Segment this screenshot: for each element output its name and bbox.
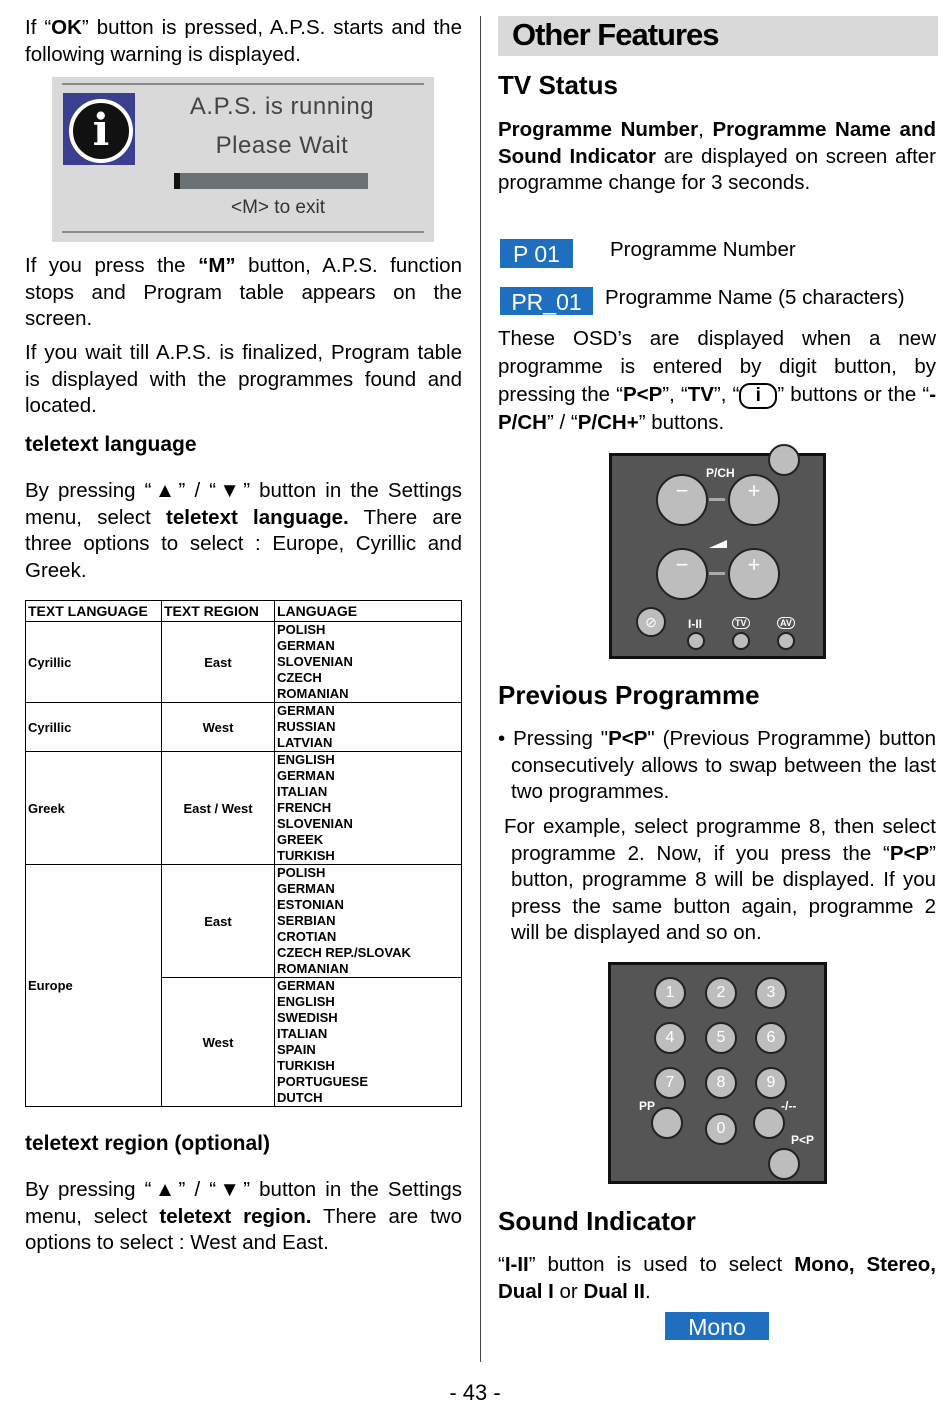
language-item: GREEK — [277, 832, 324, 847]
language-item: ENGLISH — [277, 994, 335, 1009]
tv-button — [732, 632, 750, 650]
sound-indicator-paragraph: “I-II” button is used to select Mono, Stereo, Dual I or Dual II. — [498, 1253, 936, 1303]
language-item: SWEDISH — [277, 1010, 338, 1025]
language-item: SLOVENIAN — [277, 654, 353, 669]
text-language-cell: Greek — [26, 752, 162, 865]
digit-key-6: 6 — [755, 1022, 787, 1054]
volume-dash — [709, 572, 725, 575]
sound-indicator-heading: Sound Indicator — [498, 1206, 696, 1236]
language-item: GERMAN — [277, 638, 335, 653]
language-item: SERBIAN — [277, 913, 336, 928]
text-region-cell: West — [162, 703, 275, 752]
volume-icon — [709, 540, 727, 548]
language-item: RUSSIAN — [277, 719, 336, 734]
language-item: FRENCH — [277, 800, 332, 815]
dialog-bottom-rule — [62, 231, 424, 233]
press-m-paragraph: If you press the “M” button, A.P.S. function stops and Program table appears on the screen. — [25, 254, 462, 330]
language-list-cell — [275, 703, 462, 752]
pp2-label: P<P — [791, 1133, 815, 1147]
language-item: SPAIN — [277, 1042, 316, 1057]
language-item: TURKISH — [277, 1058, 335, 1073]
text-language-cell: Europe — [26, 865, 162, 1107]
section-title-bar — [498, 16, 938, 56]
digit-key-4: 4 — [654, 1022, 686, 1054]
pch-label: P/CH — [706, 466, 735, 480]
table-row — [26, 865, 462, 978]
language-item: LATVIAN — [277, 735, 333, 750]
language-item: GERMAN — [277, 881, 335, 896]
volume-down-button: − — [656, 548, 708, 600]
tv-label: TV — [732, 617, 750, 629]
text-language-cell: Cyrillic — [26, 703, 162, 752]
text-language-cell: Cyrillic — [26, 622, 162, 703]
aps-progress-bar — [174, 173, 368, 189]
column-header: TEXT REGION — [162, 601, 275, 622]
wait-aps-paragraph: If you wait till A.P.S. is finalized, Program table is displayed with the programmes found and located. — [25, 341, 462, 417]
aps-intro-paragraph: If “OK” button is pressed, A.P.S. starts and the following warning is displayed. — [25, 16, 462, 66]
tv-status-paragraph: Programme Number, Programme Name and Sound Indicator are displayed on screen after programme change for 3 seconds. — [498, 118, 936, 194]
text-region-cell: East / West — [162, 752, 275, 865]
av-button — [777, 632, 795, 650]
text-region-cell: East — [162, 865, 275, 978]
language-list-cell — [275, 752, 462, 865]
remote-channel-volume-illustration — [609, 453, 826, 659]
teletext-language-table — [25, 600, 462, 1107]
text-region-cell: West — [162, 978, 275, 1107]
teletext-region-heading: teletext region (optional) — [25, 1132, 271, 1155]
language-item: ROMANIAN — [277, 961, 349, 976]
language-item: ROMANIAN — [277, 686, 349, 701]
channel-down-button: − — [656, 474, 708, 526]
remote-numeric-keypad-illustration — [608, 962, 827, 1184]
digit-key-2: 2 — [705, 977, 737, 1009]
digit-key-5: 5 — [705, 1022, 737, 1054]
aps-progress-fill — [174, 173, 180, 189]
programme-name-label: Programme Name (5 characters) — [605, 286, 905, 309]
language-item: PORTUGUESE — [277, 1074, 369, 1089]
programme-name-badge: PR_01 — [500, 287, 593, 315]
language-item: CZECH REP./SLOVAK — [277, 945, 411, 960]
language-item: ESTONIAN — [277, 897, 344, 912]
language-item: GERMAN — [277, 703, 335, 718]
language-list-cell — [275, 865, 462, 978]
language-item: POLISH — [277, 865, 326, 880]
text-region-cell: East — [162, 622, 275, 703]
language-item: ITALIAN — [277, 784, 328, 799]
language-list-cell — [275, 978, 462, 1107]
table-header-row — [26, 601, 462, 622]
digit-key-7: 7 — [654, 1067, 686, 1099]
language-item: CROTIAN — [277, 929, 337, 944]
info-button-icon: i — [739, 383, 777, 409]
section-title: Other Features — [512, 17, 719, 52]
aps-warning-dialog — [52, 77, 434, 242]
column-header: LANGUAGE — [275, 601, 462, 622]
teletext-language-paragraph: By pressing “▲” / “▼” button in the Settings menu, select teletext language. There are three options to select : Europe, Cyrillic and Greek. — [25, 479, 463, 582]
mute-icon: ⊘ — [636, 607, 666, 637]
table-row — [26, 752, 462, 865]
digit-key-3: 3 — [755, 977, 787, 1009]
language-item: TURKISH — [277, 848, 335, 863]
digit-key-1: 1 — [654, 977, 686, 1009]
example-paragraph: For example, select programme 8, then select programme 2. Now, if you press the “P<P” button, programme 8 will be displayed. If you press the same button again, programme 2 will be displayed and so on. — [504, 815, 936, 944]
dash-button — [753, 1107, 785, 1139]
previous-programme-heading: Previous Programme — [498, 680, 760, 710]
teletext-language-heading: teletext language — [25, 433, 197, 456]
column-divider — [480, 16, 481, 1362]
aps-running-text: A.P.S. is running — [189, 93, 375, 120]
exit-hint-text: <M> to exit — [231, 197, 325, 218]
av-label: AV — [777, 617, 795, 629]
info-icon: i — [63, 93, 135, 165]
programme-number-label: Programme Number — [610, 238, 796, 261]
language-item: POLISH — [277, 622, 326, 637]
mono-badge: Mono — [665, 1312, 769, 1340]
channel-up-button: + — [728, 474, 780, 526]
osd-display-paragraph: These OSD’s are displayed when a new programme is entered by digit button, by pressing the “P<P”, “TV”, “ i ” buttons or the “-P/CH” / “P/CH+” buttons. — [498, 327, 937, 434]
tv-status-heading: TV Status — [498, 70, 618, 100]
pp-label: PP — [639, 1099, 656, 1113]
dialog-top-rule — [62, 83, 424, 85]
page-number: - 43 - — [449, 1380, 501, 1405]
volume-up-button: + — [728, 548, 780, 600]
language-item: GERMAN — [277, 978, 335, 993]
channel-dash — [709, 498, 725, 501]
language-item: GERMAN — [277, 768, 335, 783]
programme-number-badge: P 01 — [500, 239, 573, 268]
language-item: DUTCH — [277, 1090, 323, 1105]
previous-programme-paragraph: • Pressing "P<P" (Previous Programme) button consecutively allows to swap between the last two programmes. — [498, 727, 936, 803]
previous-programme-button — [768, 1148, 800, 1180]
swap-label: -/-- — [781, 1099, 797, 1113]
digit-key-0: 0 — [705, 1113, 737, 1145]
i-ii-label: I-II — [688, 617, 702, 631]
please-wait-text: Please Wait — [215, 132, 349, 159]
i-ii-button — [687, 632, 705, 650]
table-row — [26, 703, 462, 752]
remote-top-button — [768, 444, 800, 476]
table-row — [26, 622, 462, 703]
digit-key-8: 8 — [705, 1067, 737, 1099]
language-item: ITALIAN — [277, 1026, 328, 1041]
language-item: SLOVENIAN — [277, 816, 353, 831]
pp-button — [651, 1107, 683, 1139]
digit-key-9: 9 — [755, 1067, 787, 1099]
language-list-cell — [275, 622, 462, 703]
teletext-region-paragraph: By pressing “▲” / “▼” button in the Settings menu, select teletext region. There are two options to select : West and East. — [25, 1178, 462, 1254]
language-item: ENGLISH — [277, 752, 335, 767]
language-item: CZECH — [277, 670, 322, 685]
column-header: TEXT LANGUAGE — [26, 601, 162, 622]
